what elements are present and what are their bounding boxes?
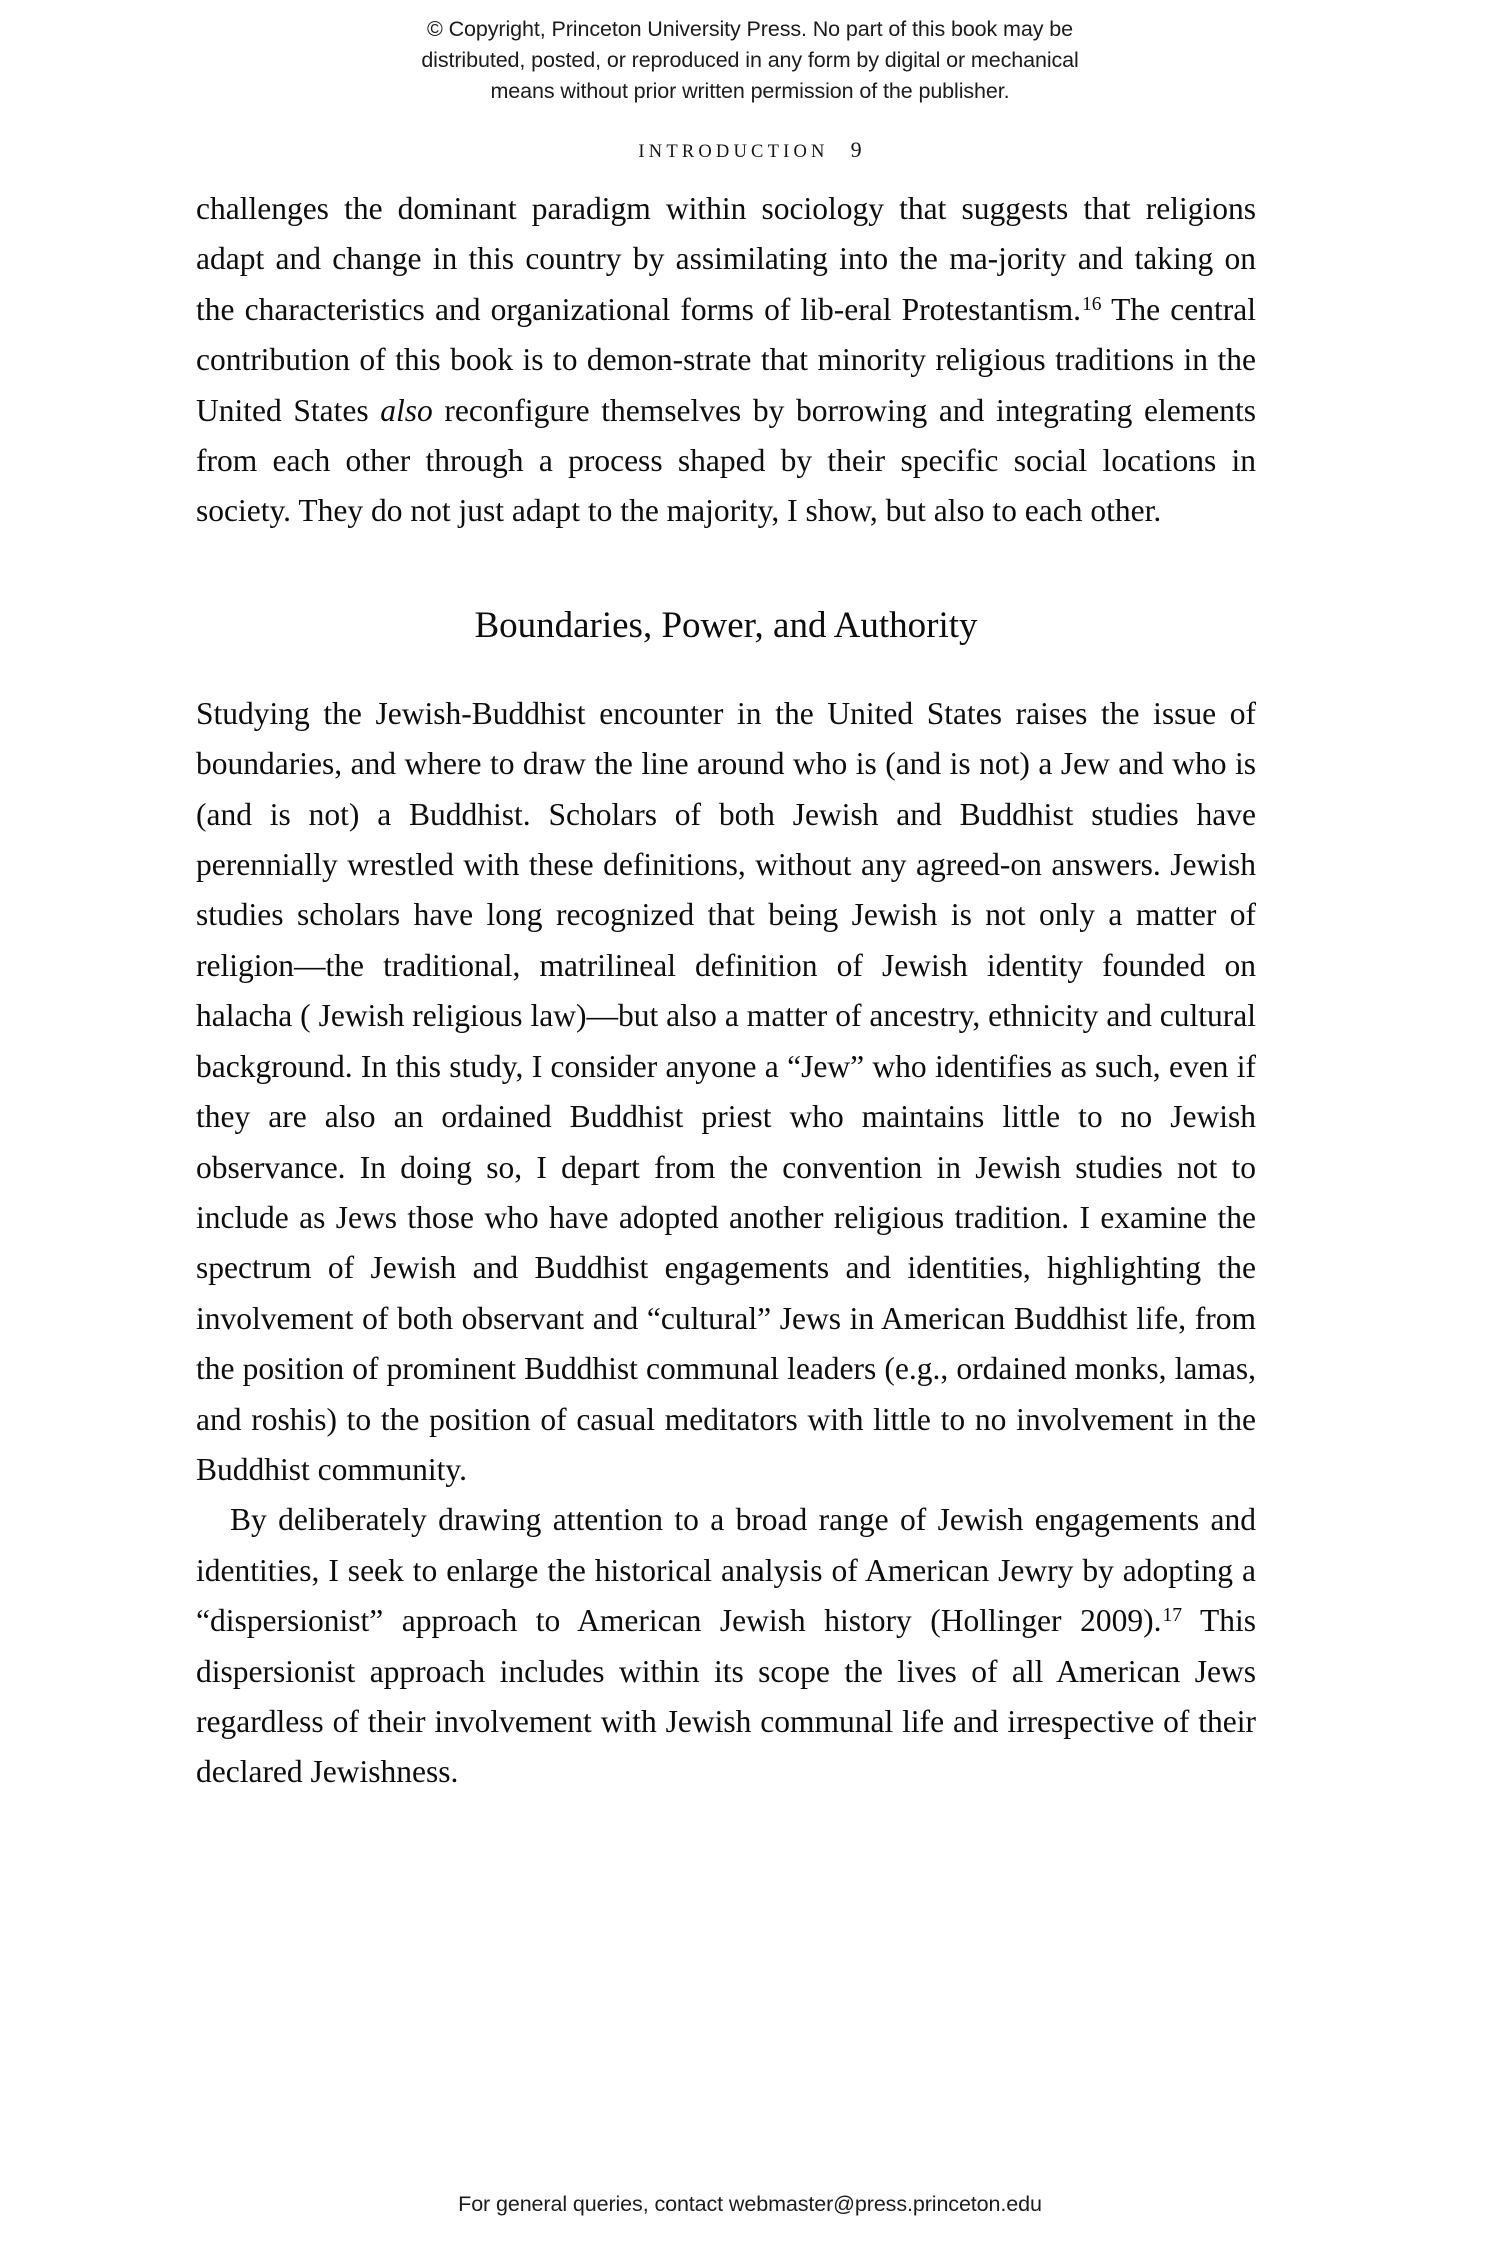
footer-query-note: For general queries, contact webmaster@press.princeton.edu [458,2192,1042,2216]
copyright-notice [0,14,1500,107]
paragraph-boundaries: Studying the Jewish-Buddhist encounter in the United States raises the issue of boundaries, and where to draw the line around who is (and is not) a Jew and who is (and is not) a Buddhist. Scholars of both Jewish and Buddhist studies have perennially wrestled with these definitions, without any agreed-on answers. Jewish studies scholars have long recognized that being Jewish is not only a matter of religion—the traditional, matrilineal definition of Jewish identity founded on halacha ( Jewish religious law)—but also a matter of ancestry, ethnicity and cultural background. In this study, I consider anyone a “Jew” who identifies as such, even if they are also an ordained Buddhist priest who maintains little to no Jewish observance. In doing so, I depart from the convention in Jewish studies not to include as Jews those who have adopted another religious tradition. I examine the spectrum of Jewish and Buddhist engagements and identities, highlighting the involvement of both observant and “cultural” Jews in American Buddhist life, from the position of prominent Buddhist communal leaders (e.g., ordained monks, lamas, and roshis) to the position of casual meditators with little to no involvement in the Buddhist community. [196,695,1256,1487]
copyright-line-3: means without prior written permission of the publisher. [490,79,1010,103]
running-head [0,137,1500,163]
paragraph-dispersionist: By deliberately drawing attention to a broad range of Jewish engagements and identities, I seek to enlarge the historical analysis of American Jewry by adopting a “dispersionist” approach to American Jewish history (Hollinger 2009).$^{17}$ This dispersionist approach includes within its scope the lives of all American Jews regardless of their involvement with Jewish communal life and irrespective of their declared Jewishness. [196,1502,1256,1790]
paragraph-continuation: challenges the dominant paradigm within sociology that suggests that religions adapt and change in this country by assimilating into the ma-jority and taking on the characteristics and organizational forms of lib-eral Protestantism.$^{16}$ The central contribution of this book is to demon-strate that minority religious traditions in the United States also reconfigure themselves by borrowing and integrating elements from each other through a process shaped by their specific social locations in society. They do not just adapt to the majority, I show, but also to each other. [196,191,1256,529]
section-heading: Boundaries, Power, and Authority [474,604,978,646]
copyright-line-2: distributed, posted, or reproduced in any form by digital or mechanical [421,48,1079,72]
heading-space-above [196,537,1256,603]
page-number: 9 [850,137,862,162]
copyright-line-1: © Copyright, Princeton University Press. No part of this book may be [427,17,1073,41]
heading-space-below [196,649,1256,689]
text-block [196,184,1256,1798]
running-head-title: INTRODUCTION [638,142,829,162]
